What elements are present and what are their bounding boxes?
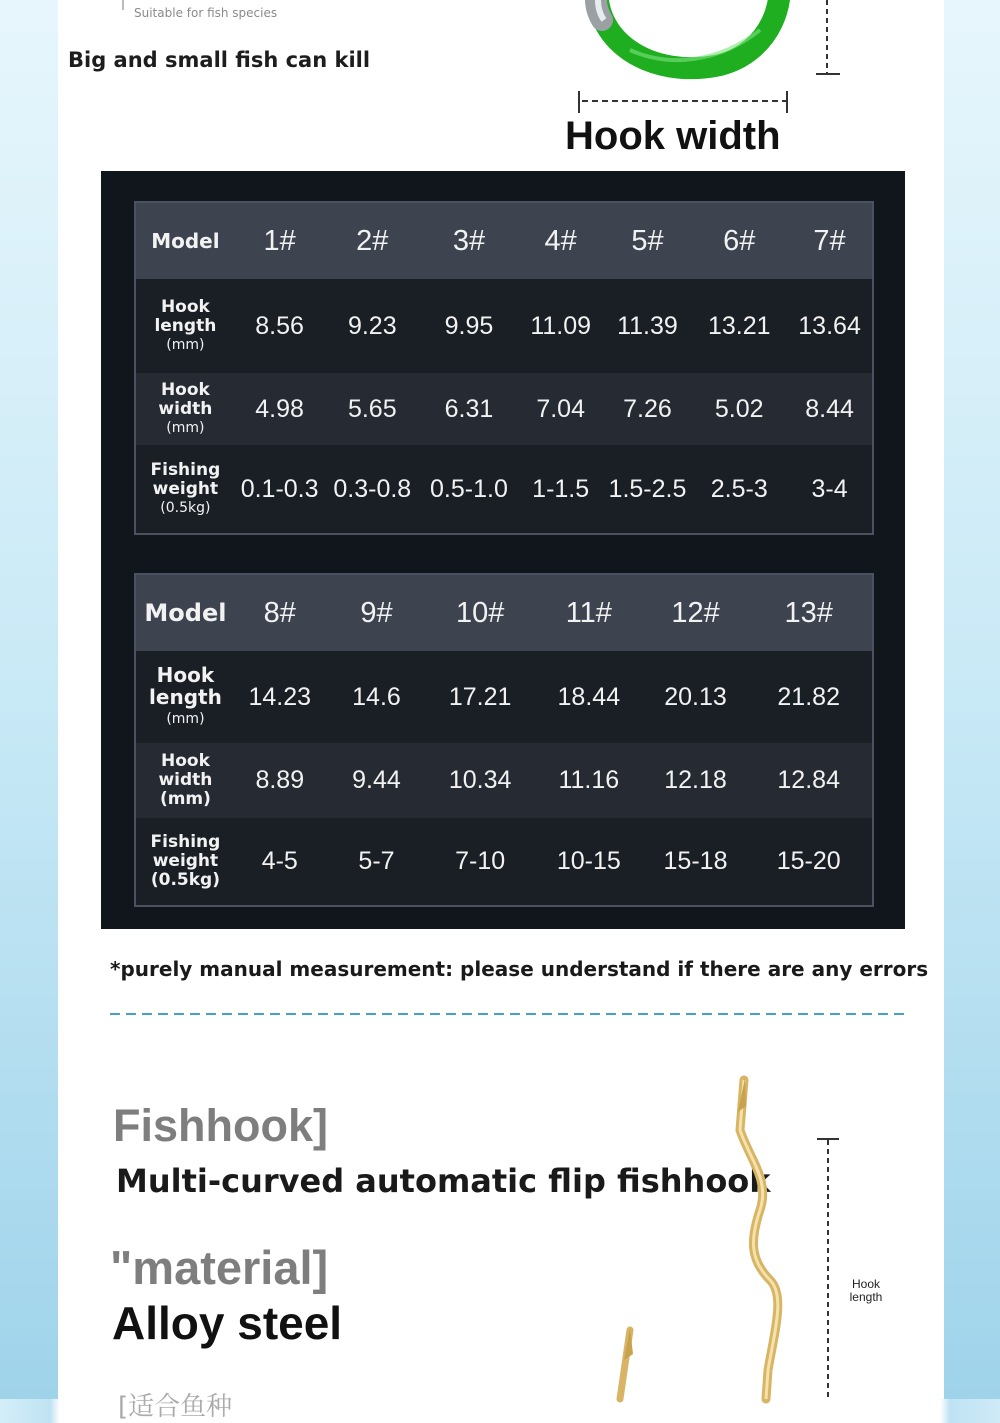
top-tick-mark [122,0,124,10]
table2-cell: 14.6 [352,682,401,711]
table2-cell: 15-20 [776,847,841,875]
table2-cell: 20.13 [664,682,727,711]
table1-cell: 2.5-3 [710,474,768,503]
table1-hook-width-row [135,373,873,445]
table1-model-3: 3# [452,224,486,257]
table1-cell: 5.65 [347,394,397,423]
spec-table-2 [134,573,874,907]
spec-table-1 [134,201,874,535]
hook-width-dimension-line [582,100,788,102]
table2-cell: 10.34 [448,766,512,794]
table1-hook-length-row [135,279,873,373]
section-divider [110,1013,908,1015]
table1-hook-width-label: Hook width (mm) [158,379,213,436]
table2-cell: 11.16 [558,766,620,794]
table2-model-13: 13# [784,596,833,629]
fish-species-caption: Suitable for fish species [134,6,278,20]
table1-cell: 8.56 [255,311,304,340]
table2-cell: 10-15 [556,847,621,875]
hook-width-title: Hook width [565,114,781,158]
material-heading: "material] [110,1241,329,1294]
table1-cell: 7.26 [623,394,672,423]
table1-hook-length-label: Hook length (mm) [154,296,217,353]
hook-width-dimension-cap-right [786,91,788,113]
table2-cell: 7-10 [455,847,506,875]
table1-cell: 0.1-0.3 [240,474,319,503]
table2-cell: 14.23 [248,682,312,711]
gold-fishhook-image [600,1070,800,1399]
table1-cell: 6.31 [444,394,494,423]
ring-height-dimension-cap [816,73,840,75]
table1-model-header: Model [151,228,220,253]
table1-fishing-weight-row [135,445,873,534]
table2-hook-length-row [135,651,873,743]
measurement-note: *purely manual measurement: please understand if there are any errors [110,957,929,981]
fishhook-heading: Fishhook] [113,1100,328,1151]
table1-cell: 11.39 [617,311,678,340]
table1-cell: 9.95 [444,311,494,340]
table1-model-7: 7# [813,224,846,257]
table2-hook-length-label: Hook length (mm) [149,663,222,727]
table2-model-8: 8# [263,596,296,629]
hook-width-dimension-cap-left [578,91,580,113]
table1-cell: 8.44 [805,394,854,423]
table2-model-header: Model [144,598,227,627]
table1-cell: 5.02 [714,394,764,423]
hook-length-dimension-line [827,1140,829,1399]
table2-model-12: 12# [671,596,720,629]
table1-model-1: 1# [263,224,296,257]
table2-header-row [135,574,873,651]
table1-header-row [135,202,873,279]
table2-cell: 21.82 [777,682,840,711]
left-background-strip [0,0,58,1399]
table1-cell: 13.21 [707,311,771,340]
table2-model-9: 9# [360,596,393,629]
table2-cell: 12.84 [777,766,840,794]
ring-height-dimension-line [826,0,828,74]
table1-cell: 0.5-1.0 [430,474,508,503]
table2-cell: 15-18 [663,847,728,875]
table1-cell: 9.23 [347,311,397,340]
table1-model-6: 6# [723,224,756,257]
fish-kill-headline: Big and small fish can kill [68,48,371,72]
table2-cell: 4-5 [261,847,298,875]
table2-hook-width-row [135,743,873,818]
table1-cell: 3-4 [811,474,848,503]
table2-cell: 17.21 [448,682,512,711]
cut-off-caption: [适合鱼种 [118,1392,233,1422]
table2-cell: 12.18 [664,766,727,794]
table2-cell: 18.44 [557,682,621,711]
table2-model-11: 11# [565,596,612,629]
table2-fishing-weight-row [135,818,873,906]
table1-cell: 7.04 [536,394,585,423]
table2-cell: 5-7 [358,847,395,875]
fishhook-description: Multi-curved automatic flip fishhook [116,1162,771,1200]
hook-length-label: Hook length [849,1277,883,1304]
table1-cell: 13.64 [798,311,861,340]
table1-fishing-weight-label: Fishing weight (0.5kg) [150,459,221,516]
table2-model-10: 10# [455,596,505,629]
table1-cell: 4.98 [255,394,304,423]
table2-cell: 9.44 [352,766,401,794]
right-background-strip [944,0,1000,1399]
table1-model-2: 2# [356,224,389,257]
table2-hook-width-label: Hook width (mm) [158,751,213,809]
hook-ring-image [580,0,810,85]
table2-fishing-weight-label: Fishing weight (0.5kg) [150,832,221,890]
table1-model-5: 5# [631,224,664,257]
table1-cell: 11.09 [530,311,592,340]
table1-cell: 0.3-0.8 [333,474,412,503]
table2-cell: 8.89 [255,766,305,794]
table1-model-4: 4# [544,224,577,257]
table1-cell: 1.5-2.5 [608,474,687,503]
table1-cell: 1-1.5 [532,474,590,503]
material-value: Alloy steel [112,1297,343,1349]
